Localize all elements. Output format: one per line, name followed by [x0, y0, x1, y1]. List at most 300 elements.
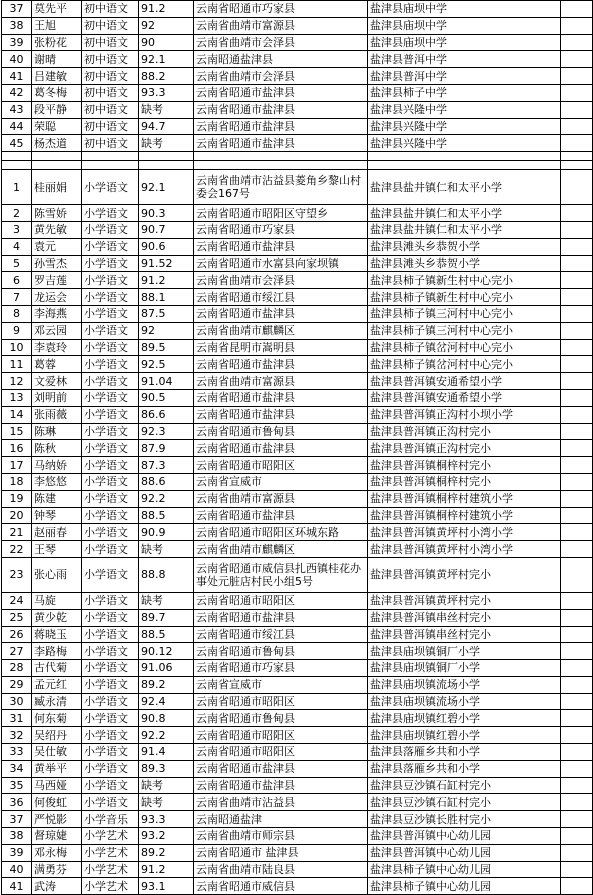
table-row: [2, 356, 593, 373]
subject-cell: 小学语文: [82, 507, 139, 524]
table-row: [2, 221, 593, 238]
row-number-cell: 2: [2, 205, 32, 222]
table-row: [2, 305, 593, 322]
candidate-name-cell: 杨杰道: [32, 135, 82, 152]
row-number-cell: 38: [2, 828, 32, 845]
score-cell: 93.3: [139, 84, 194, 101]
row-number-cell: 30: [2, 693, 32, 710]
score-table-body: [2, 1, 593, 895]
score-cell: 86.6: [139, 406, 194, 423]
address-cell: 云南省昭通市巧家县: [194, 221, 368, 238]
assigned-school-cell: 盐津县柿子镇岔河村中心完小: [368, 356, 561, 373]
empty-cell: [561, 373, 593, 390]
candidate-name-cell: 吴绍丹: [32, 727, 82, 744]
table-row: [2, 660, 593, 677]
row-number-cell: 5: [2, 255, 32, 272]
row-number-cell: 39: [2, 34, 32, 51]
subject-cell: 初中语文: [82, 34, 139, 51]
row-number-cell: 34: [2, 760, 32, 777]
empty-cell: [561, 609, 593, 626]
row-number-cell: 35: [2, 777, 32, 794]
address-cell: 云南省昭通市盐津县: [194, 305, 368, 322]
score-cell: 90.3: [139, 205, 194, 222]
subject-cell: 小学语文: [82, 693, 139, 710]
score-cell: 92.4: [139, 693, 194, 710]
table-row: [2, 68, 593, 85]
candidate-name-cell: 葛蓉: [32, 356, 82, 373]
candidate-name-cell: 陈秋: [32, 440, 82, 457]
subject-cell: 小学语文: [82, 473, 139, 490]
assigned-school-cell: 盐津县盐井镇仁和太平小学: [368, 221, 561, 238]
assigned-school-cell: 盐津县落雁乡共和小学: [368, 760, 561, 777]
row-number-cell: 43: [2, 101, 32, 118]
subject-cell: 小学语文: [82, 170, 139, 205]
empty-cell: [561, 118, 593, 135]
candidate-name-cell: 马旋: [32, 592, 82, 609]
candidate-name-cell: 钟琴: [32, 507, 82, 524]
table-row: [2, 272, 593, 289]
subject-cell: 小学语文: [82, 440, 139, 457]
table-row: [2, 161, 593, 170]
address-cell: 云南省昭通市昭阳区: [194, 457, 368, 474]
table-row: [2, 507, 593, 524]
address-cell: 云南省昭通市盐津县: [194, 440, 368, 457]
table-row: [2, 34, 593, 51]
address-cell: 云南昭通盐津县: [194, 51, 368, 68]
table-row: [2, 389, 593, 406]
address-cell: 云南省昭通市鲁甸县: [194, 643, 368, 660]
table-row: [2, 118, 593, 135]
score-cell: 90.7: [139, 221, 194, 238]
table-row: [2, 676, 593, 693]
score-cell: 91.04: [139, 373, 194, 390]
assigned-school-cell: 盐津县普洱镇正沟村完小: [368, 440, 561, 457]
candidate-name-cell: 袁元: [32, 238, 82, 255]
subject-cell: 小学语文: [82, 238, 139, 255]
score-cell: 92.2: [139, 490, 194, 507]
candidate-name-cell: 臧永清: [32, 693, 82, 710]
subject-cell: 小学艺术: [82, 878, 139, 895]
candidate-name-cell: 何俊虹: [32, 794, 82, 811]
score-cell: 90.6: [139, 238, 194, 255]
empty-cell: [561, 457, 593, 474]
row-number-cell: 10: [2, 339, 32, 356]
empty-cell: [561, 205, 593, 222]
subject-cell: 小学音乐: [82, 811, 139, 828]
score-cell: 缺考: [139, 794, 194, 811]
subject-cell: 小学语文: [82, 660, 139, 677]
address-cell: 云南省昭通市盐津县: [194, 238, 368, 255]
table-row: [2, 135, 593, 152]
assigned-school-cell: [368, 161, 561, 170]
assigned-school-cell: 盐津县普洱中学: [368, 68, 561, 85]
address-cell: 云南省昭通市盐津县: [194, 118, 368, 135]
subject-cell: 小学语文: [82, 255, 139, 272]
assigned-school-cell: 盐津县庙坝镇流场小学: [368, 693, 561, 710]
table-row: [2, 828, 593, 845]
candidate-name-cell: 李悠悠: [32, 473, 82, 490]
assigned-school-cell: 盐津县柿子镇新生村中心完小: [368, 289, 561, 306]
score-cell: 89.3: [139, 760, 194, 777]
candidate-name-cell: 吴仕敏: [32, 744, 82, 761]
address-cell: 云南省昭通市盐津县: [194, 101, 368, 118]
table-row: [2, 101, 593, 118]
empty-cell: [561, 592, 593, 609]
address-cell: 云南省昭通市盐津县: [194, 609, 368, 626]
empty-cell: [561, 760, 593, 777]
row-number-cell: 13: [2, 389, 32, 406]
row-number-cell: 31: [2, 710, 32, 727]
empty-cell: [561, 34, 593, 51]
candidate-name-cell: 张雨薇: [32, 406, 82, 423]
empty-cell: [561, 68, 593, 85]
table-row: [2, 205, 593, 222]
subject-cell: 小学语文: [82, 794, 139, 811]
assigned-school-cell: 盐津县盐井镇仁和太平小学: [368, 205, 561, 222]
subject-cell: 小学语文: [82, 272, 139, 289]
empty-cell: [561, 490, 593, 507]
subject-cell: 小学语文: [82, 777, 139, 794]
subject-cell: 小学语文: [82, 643, 139, 660]
score-cell: 91.52: [139, 255, 194, 272]
row-number-cell: 44: [2, 118, 32, 135]
candidate-name-cell: 李路梅: [32, 643, 82, 660]
address-cell: 云南省昭通市水富县向家坝镇: [194, 255, 368, 272]
score-cell: 87.3: [139, 457, 194, 474]
candidate-name-cell: 李袁玲: [32, 339, 82, 356]
address-cell: 云南省曲靖市会泽县: [194, 68, 368, 85]
candidate-name-cell: 孙雪杰: [32, 255, 82, 272]
address-cell: 云南省昆明市嵩明县: [194, 339, 368, 356]
candidate-name-cell: 邓云园: [32, 322, 82, 339]
assigned-school-cell: 盐津县普洱镇正沟村小坝小学: [368, 406, 561, 423]
empty-cell: [561, 524, 593, 541]
table-row: [2, 760, 593, 777]
subject-cell: 小学语文: [82, 457, 139, 474]
empty-cell: [561, 272, 593, 289]
table-row: [2, 744, 593, 761]
empty-cell: [561, 861, 593, 878]
assigned-school-cell: 盐津县普洱镇串丝村完小: [368, 626, 561, 643]
row-number-cell: 41: [2, 878, 32, 895]
score-cell: 87.9: [139, 440, 194, 457]
address-cell: 云南省昭通市鲁甸县: [194, 423, 368, 440]
subject-cell: 小学艺术: [82, 861, 139, 878]
row-number-cell: 21: [2, 524, 32, 541]
subject-cell: 小学语文: [82, 373, 139, 390]
score-cell: 缺考: [139, 592, 194, 609]
table-row: [2, 440, 593, 457]
empty-cell: [561, 828, 593, 845]
candidate-name-cell: 桂丽娟: [32, 170, 82, 205]
row-number-cell: 37: [2, 1, 32, 18]
score-cell: 92: [139, 17, 194, 34]
candidate-name-cell: 马纳娇: [32, 457, 82, 474]
assigned-school-cell: 盐津县柿子镇三河村中心完小: [368, 305, 561, 322]
assigned-school-cell: 盐津县普洱镇安通希望小学: [368, 389, 561, 406]
row-number-cell: 12: [2, 373, 32, 390]
address-cell: 云南省曲靖市富源县: [194, 490, 368, 507]
empty-cell: [561, 406, 593, 423]
subject-cell: 小学语文: [82, 609, 139, 626]
score-cell: 91.2: [139, 1, 194, 18]
score-cell: 缺考: [139, 135, 194, 152]
assigned-school-cell: 盐津县普洱镇桐梓村建筑小学: [368, 490, 561, 507]
candidate-name-cell: 赵丽春: [32, 524, 82, 541]
assigned-school-cell: 盐津县庙坝中学: [368, 34, 561, 51]
score-cell: 89.2: [139, 676, 194, 693]
table-row: [2, 373, 593, 390]
candidate-name-cell: 何东菊: [32, 710, 82, 727]
empty-cell: [561, 1, 593, 18]
score-cell: 91.2: [139, 861, 194, 878]
candidate-name-cell: 黄先敏: [32, 221, 82, 238]
row-number-cell: 27: [2, 643, 32, 660]
score-cell: 92.5: [139, 356, 194, 373]
assigned-school-cell: 盐津县普洱镇中心幼儿园: [368, 844, 561, 861]
candidate-name-cell: 王琴: [32, 541, 82, 558]
row-number-cell: 39: [2, 844, 32, 861]
subject-cell: 小学语文: [82, 356, 139, 373]
table-row: [2, 861, 593, 878]
candidate-name-cell: [32, 152, 82, 161]
table-row: [2, 152, 593, 161]
empty-cell: [561, 101, 593, 118]
candidate-name-cell: 罗吉莲: [32, 272, 82, 289]
candidate-name-cell: 黄举平: [32, 760, 82, 777]
table-row: [2, 727, 593, 744]
assigned-school-cell: 盐津县普洱镇中心幼儿园: [368, 828, 561, 845]
empty-cell: [561, 423, 593, 440]
subject-cell: [82, 152, 139, 161]
empty-cell: [561, 473, 593, 490]
subject-cell: 小学语文: [82, 541, 139, 558]
assigned-school-cell: 盐津县普洱镇黄坪村完小: [368, 592, 561, 609]
subject-cell: 小学语文: [82, 205, 139, 222]
score-cell: 91.06: [139, 660, 194, 677]
address-cell: 云南省曲靖市陆良县: [194, 861, 368, 878]
address-cell: 云南省曲靖市富源县: [194, 373, 368, 390]
subject-cell: 小学语文: [82, 289, 139, 306]
assigned-school-cell: 盐津县普洱镇黄坪村小湾小学: [368, 524, 561, 541]
row-number-cell: 16: [2, 440, 32, 457]
row-number-cell: 7: [2, 289, 32, 306]
candidate-name-cell: 黄少乾: [32, 609, 82, 626]
score-cell: 90: [139, 34, 194, 51]
score-cell: 88.1: [139, 289, 194, 306]
assigned-school-cell: 盐津县庙坝中学: [368, 17, 561, 34]
table-row: [2, 541, 593, 558]
address-cell: 云南省昭通市盐津县: [194, 406, 368, 423]
candidate-name-cell: 龙运会: [32, 289, 82, 306]
row-number-cell: 40: [2, 861, 32, 878]
score-cell: 92.2: [139, 727, 194, 744]
assigned-school-cell: 盐津县滩头乡恭贺小学: [368, 238, 561, 255]
candidate-name-cell: 张粉花: [32, 34, 82, 51]
subject-cell: 初中语文: [82, 118, 139, 135]
empty-cell: [561, 693, 593, 710]
row-number-cell: 40: [2, 51, 32, 68]
empty-cell: [561, 17, 593, 34]
address-cell: 云南省昭通市绥江县: [194, 289, 368, 306]
address-cell: 云南省昭通市盐津县: [194, 507, 368, 524]
empty-cell: [561, 305, 593, 322]
table-row: [2, 473, 593, 490]
empty-cell: [561, 557, 593, 592]
table-row: [2, 643, 593, 660]
assigned-school-cell: 盐津县庙坝中学: [368, 1, 561, 18]
subject-cell: 初中语文: [82, 135, 139, 152]
subject-cell: 小学语文: [82, 305, 139, 322]
score-cell: [139, 152, 194, 161]
assigned-school-cell: 盐津县普洱镇串丝村完小: [368, 609, 561, 626]
row-number-cell: 4: [2, 238, 32, 255]
subject-cell: 小学语文: [82, 557, 139, 592]
address-cell: 云南省昭通市巧家县: [194, 660, 368, 677]
address-cell: 云南省昭通市盐津县: [194, 777, 368, 794]
table-row: [2, 406, 593, 423]
row-number-cell: 24: [2, 592, 32, 609]
row-number-cell: 14: [2, 406, 32, 423]
row-number-cell: 28: [2, 660, 32, 677]
assigned-school-cell: 盐津县柿子中学: [368, 84, 561, 101]
subject-cell: 小学语文: [82, 339, 139, 356]
candidate-name-cell: 邓永梅: [32, 844, 82, 861]
score-cell: 89.5: [139, 339, 194, 356]
assigned-school-cell: [368, 152, 561, 161]
table-row: [2, 626, 593, 643]
address-cell: [194, 161, 368, 170]
candidate-name-cell: 葛冬梅: [32, 84, 82, 101]
table-row: [2, 289, 593, 306]
empty-cell: [561, 643, 593, 660]
table-row: [2, 322, 593, 339]
candidate-name-cell: 段平静: [32, 101, 82, 118]
empty-cell: [561, 152, 593, 161]
score-cell: 88.5: [139, 626, 194, 643]
subject-cell: 初中语文: [82, 51, 139, 68]
address-cell: 云南省曲靖市麒麟区: [194, 541, 368, 558]
table-row: [2, 17, 593, 34]
table-row: [2, 844, 593, 861]
score-cell: 89.2: [139, 844, 194, 861]
table-row: [2, 170, 593, 205]
empty-cell: [561, 727, 593, 744]
row-number-cell: 15: [2, 423, 32, 440]
assigned-school-cell: 盐津县豆沙镇石缸村完小: [368, 794, 561, 811]
assigned-school-cell: 盐津县庙坝镇铜厂小学: [368, 643, 561, 660]
empty-cell: [561, 389, 593, 406]
row-number-cell: 26: [2, 626, 32, 643]
score-cell: 92.1: [139, 51, 194, 68]
address-cell: 云南昭通盐津: [194, 811, 368, 828]
candidate-name-cell: 古代菊: [32, 660, 82, 677]
address-cell: 云南省昭通市盐津县: [194, 760, 368, 777]
subject-cell: 小学语文: [82, 322, 139, 339]
address-cell: 云南省昭通市盐津县: [194, 84, 368, 101]
score-cell: 88.8: [139, 557, 194, 592]
assigned-school-cell: 盐津县普洱中学: [368, 51, 561, 68]
row-number-cell: 42: [2, 84, 32, 101]
table-row: [2, 524, 593, 541]
address-cell: 云南省昭通市昭阳区: [194, 727, 368, 744]
subject-cell: 小学语文: [82, 760, 139, 777]
table-row: [2, 878, 593, 895]
score-cell: 90.9: [139, 524, 194, 541]
row-number-cell: 19: [2, 490, 32, 507]
score-cell: 91.2: [139, 272, 194, 289]
subject-cell: 初中语文: [82, 84, 139, 101]
empty-cell: [561, 161, 593, 170]
assigned-school-cell: 盐津县普洱镇正沟村完小: [368, 423, 561, 440]
assigned-school-cell: 盐津县普洱镇黄坪村小湾小学: [368, 541, 561, 558]
address-cell: 云南省昭通市盐津县: [194, 389, 368, 406]
row-number-cell: 3: [2, 221, 32, 238]
empty-cell: [561, 626, 593, 643]
score-cell: 87.5: [139, 305, 194, 322]
row-number-cell: 32: [2, 727, 32, 744]
subject-cell: 初中语文: [82, 101, 139, 118]
subject-cell: 小学语文: [82, 406, 139, 423]
address-cell: 云南省昭通市鲁甸县: [194, 710, 368, 727]
row-number-cell: 41: [2, 68, 32, 85]
address-cell: 云南省昭通市巧家县: [194, 1, 368, 18]
score-cell: 92: [139, 322, 194, 339]
subject-cell: 小学语文: [82, 626, 139, 643]
subject-cell: 小学艺术: [82, 844, 139, 861]
subject-cell: 初中语文: [82, 17, 139, 34]
table-row: [2, 777, 593, 794]
table-row: [2, 238, 593, 255]
row-number-cell: 22: [2, 541, 32, 558]
empty-cell: [561, 255, 593, 272]
subject-cell: 小学语文: [82, 676, 139, 693]
subject-cell: 小学语文: [82, 744, 139, 761]
subject-cell: 小学语文: [82, 389, 139, 406]
candidate-name-cell: 张心雨: [32, 557, 82, 592]
subject-cell: 小学艺术: [82, 828, 139, 845]
assigned-school-cell: 盐津县豆沙镇石缸村完小: [368, 777, 561, 794]
empty-cell: [561, 878, 593, 895]
address-cell: 云南省昭通市威信县扎西镇桂花办事处元脏店村民小组5号: [194, 557, 368, 592]
row-number-cell: 11: [2, 356, 32, 373]
table-row: [2, 557, 593, 592]
empty-cell: [561, 322, 593, 339]
assigned-school-cell: 盐津县兴隆中学: [368, 118, 561, 135]
empty-cell: [561, 440, 593, 457]
candidate-name-cell: 孟元红: [32, 676, 82, 693]
score-cell: 88.2: [139, 68, 194, 85]
empty-cell: [561, 744, 593, 761]
address-cell: 云南省曲靖市师宗县: [194, 828, 368, 845]
subject-cell: 小学语文: [82, 524, 139, 541]
empty-cell: [561, 794, 593, 811]
row-number-cell: 23: [2, 557, 32, 592]
table-row: [2, 592, 593, 609]
candidate-name-cell: 荣聪: [32, 118, 82, 135]
candidate-name-cell: 严悦影: [32, 811, 82, 828]
empty-cell: [561, 507, 593, 524]
row-number-cell: 38: [2, 17, 32, 34]
row-number-cell: 9: [2, 322, 32, 339]
address-cell: 云南省曲靖市沾益县: [194, 794, 368, 811]
address-cell: 云南省昭通市昭阳区: [194, 693, 368, 710]
subject-cell: 初中语文: [82, 1, 139, 18]
subject-cell: 初中语文: [82, 68, 139, 85]
empty-cell: [561, 844, 593, 861]
candidate-name-cell: 谢晴: [32, 51, 82, 68]
table-row: [2, 794, 593, 811]
